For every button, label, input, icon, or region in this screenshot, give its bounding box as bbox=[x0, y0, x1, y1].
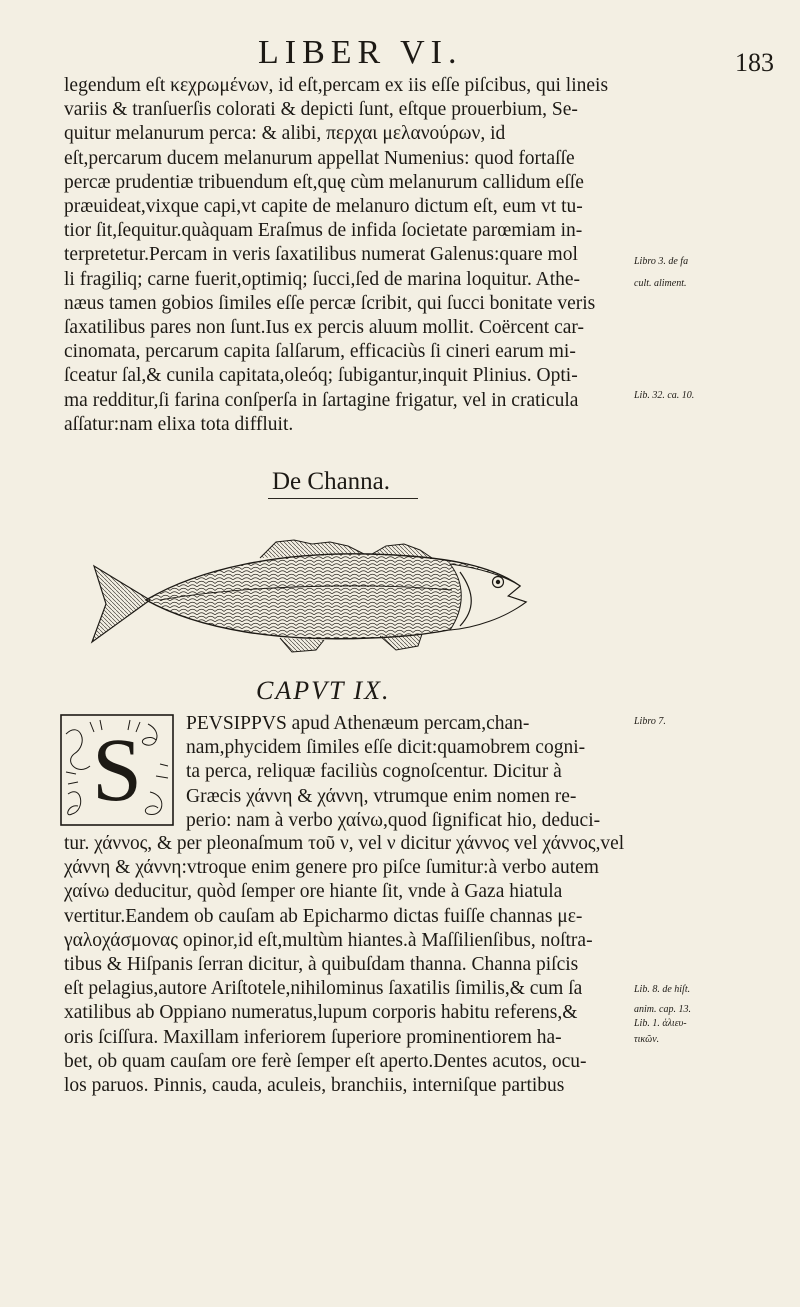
margin-note: τικῶν. bbox=[634, 1034, 660, 1045]
text-line: xatilibus ab Oppiano numeratus,lupum corporis habitu referens,& bbox=[64, 1002, 578, 1024]
margin-note: anim. cap. 13. bbox=[634, 1004, 691, 1015]
decorated-initial-s bbox=[60, 714, 174, 826]
text-line: percæ prudentiæ tribuendum eſt,quę cùm melanurum callidum eſſe bbox=[64, 171, 584, 193]
text-line: cinomata, percarum capita ſalſarum, efficaciùs ſi cineri earum mi- bbox=[64, 341, 576, 363]
running-head: LIBER VI. bbox=[258, 34, 463, 71]
upper-paragraph bbox=[64, 74, 624, 437]
text-line: oris ſciſſura. Maxillam inferiorem ſuperiore prominentiorem ha- bbox=[64, 1026, 562, 1048]
text-line: nam,phycidem ſimiles eſſe dicit:quamobrem cogni- bbox=[186, 737, 586, 759]
margin-note: Libro 3. de fa bbox=[634, 256, 689, 267]
text-line: li fragiliq; carne fuerit,optimiq; ſucci,ſed de marina loquitur. Athe- bbox=[64, 268, 581, 290]
lower-paragraph-indented bbox=[186, 712, 626, 833]
margin-note: Lib. 1. ἁλιευ- bbox=[634, 1018, 687, 1029]
lower-paragraph bbox=[64, 832, 624, 1098]
text-line: ſaxatilibus pares non ſunt.Ius ex percis aluum mollit. Coërcent car- bbox=[64, 317, 585, 339]
text-line: variis & tranſuerſis colorati & depicti ſunt, eſtque prouerbium, Se- bbox=[64, 99, 578, 121]
margin-note: Libro 7. bbox=[634, 716, 666, 727]
chapter-heading: CAPVT IX. bbox=[256, 676, 391, 705]
text-line: tibus & Hiſpanis ſerran dicitur, à quibuſdam thanna. Channa piſcis bbox=[64, 954, 579, 976]
text-line: tior ſit,ſequitur.quàquam Eraſmus de infida ſocietate parœmiam in- bbox=[64, 220, 583, 242]
text-line: ma redditur,ſi farina conſperſa in ſartagine frigatur, vel in craticula bbox=[64, 389, 579, 411]
text-line: legendum eſt κεχρωμένων, id eſt,percam ex iis eſſe piſcibus, qui lineis bbox=[64, 75, 609, 96]
margin-note: Lib. 32. ca. 10. bbox=[634, 390, 695, 401]
margin-note: cult. aliment. bbox=[634, 278, 687, 289]
text-line: næus tamen gobios ſimiles eſſe percæ ſcribit, qui ſucci bonitate veris bbox=[64, 292, 596, 314]
text-line: ſceatur ſal,& cunila capitata,oleóq; ſubigantur,inquit Plinius. Opti- bbox=[64, 365, 578, 387]
text-line: ta perca, reliquæ faciliùs cognoſcentur. Dicitur à bbox=[186, 761, 562, 783]
text-line: Græcis χάννη & χάννη, vtrumque enim nomen re- bbox=[186, 785, 577, 807]
initial-letter: S bbox=[91, 721, 143, 820]
text-line: los paruos. Pinnis, cauda, aculeis, branchiis, interniſque partibus bbox=[64, 1075, 565, 1097]
text-line: tur. χάννος, & per pleonaſmum τοῦ ν, vel ν dicitur χάννος vel χάννος,vel bbox=[64, 833, 625, 854]
text-line: bet, ob quam cauſam ore ferè ſemper eſt aperto.Dentes acutos, ocu- bbox=[64, 1050, 587, 1072]
text-line: præuideat,vixque capi,vt capite de melanuro dictum eſt, eum vt tu- bbox=[64, 196, 583, 218]
text-line: eſt,percarum ducem melanurum appellat Numenius: quod fortaſſe bbox=[64, 147, 575, 169]
text-line: χάννη & χάννη:vtroque enim genere pro piſce ſumitur:à verbo autem bbox=[64, 857, 599, 879]
section-title: De Channa. bbox=[272, 468, 391, 495]
margin-note: Lib. 8. de hiſt. bbox=[634, 984, 691, 995]
text-line: χαίνω deducitur, quòd ſemper ore hiante ſit, vnde à Gaza hiatula bbox=[64, 881, 563, 903]
text-line: aſſatur:nam elixa tota diffluit. bbox=[64, 413, 294, 435]
text-line: eſt pelagius,autore Ariſtotele,nihilominus ſaxatilis ſimilis,& cum ſa bbox=[64, 978, 583, 1000]
text-line: perio: nam à verbo χαίνω,quod ſignificat hio, deduci- bbox=[186, 809, 601, 831]
text-line: PEVSIPPVS apud Athenæum percam,chan- bbox=[186, 713, 530, 734]
text-line: terpretetur.Percam in veris ſaxatilibus numerat Galenus:quare mol bbox=[64, 244, 578, 266]
page-number: 183 bbox=[735, 48, 774, 77]
text-line: γαλοχάσμονας opinor,id eſt,multùm hiantes.à Maſſilienſibus, noſtra- bbox=[64, 929, 593, 951]
fish-woodcut-illustration bbox=[80, 538, 540, 656]
text-line: vertitur.Eandem ob cauſam ab Epicharmo dictas fuiſſe channas με- bbox=[64, 905, 583, 927]
title-rule bbox=[268, 498, 418, 499]
text-line: quitur melanurum perca: & alibi, περχαι μελανούρων, id bbox=[64, 123, 506, 145]
